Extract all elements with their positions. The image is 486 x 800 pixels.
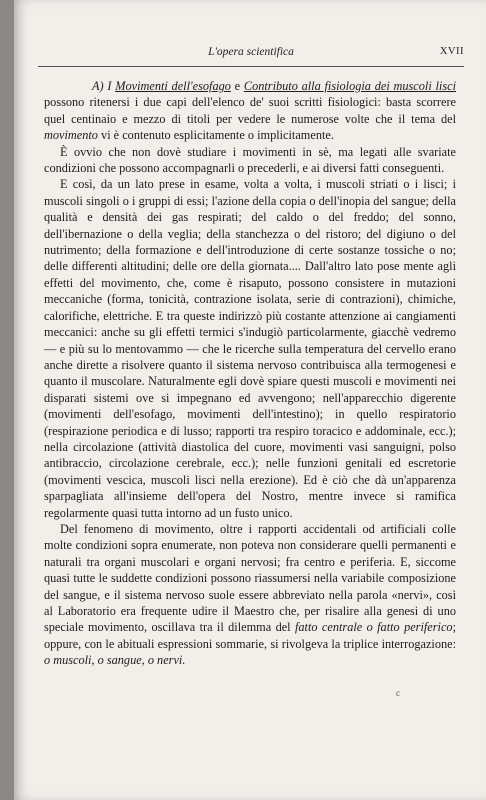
text-run: vi è contenuto esplicitamente o implicitamente.: [97, 128, 334, 143]
running-title: L'opera scientifica: [208, 46, 294, 58]
page-number: XVII: [439, 46, 464, 57]
emphasis-triple-question: o muscoli, o sangue, o nervi.: [44, 653, 186, 668]
book-page: [14, 0, 486, 800]
body-text: [44, 78, 456, 669]
text-run: ; oppure, con le abituali espressioni sommarie, si rivolgeva la triplice interrogazione:: [44, 620, 456, 651]
text-run: Del fenomeno di movimento, oltre i rapporti accidentali od artificiali colle molte condizioni sopra enumerate, non poteva non considerare quelli permanenti e naturali tra organi muscolari e organi nervosi; fra centro e periferia. E, siccome quasi tutte le suddette condizioni possono riassumersi nella variabile composizione del sangue, e il sistema nervoso suole essere abbreviato nella parola «nervi», così al Laboratorio era frequente udire il Maestro che, per risalire alla genesi di uno speciale movimento, oscillava tra il dilemma del: [44, 521, 456, 635]
title-contributo-fisiologia: Contributo alla fisiologia dei muscoli lisci: [243, 79, 456, 93]
running-header: [38, 46, 464, 64]
signature-mark: c: [396, 688, 400, 698]
paragraph-1: [44, 78, 456, 144]
emphasis-dilemma: fatto centrale o fatto periferico: [294, 620, 453, 635]
title-movimenti-esofago: Movimenti dell'esofago: [115, 79, 231, 93]
paragraph-3: E così, da un lato prese in esame, volta a volta, i muscoli striati o i lisci; i muscoli singoli o i gruppi di essi; l'azione della copia o dell'inopia del sangue; della qualità e densità dei gas respirati; del caldo o del freddo; del sonno, dell'ibernazione o della veglia; della stanchezza o del ristoro; del digiuno o del nutrimento; della formazione e dell'introduzione di certe sostanze tossiche o no; delle differenti altitudini; delle ore della giornata.... Dall'altro lato pose mente agli effetti del movimento, che, come è risaputo, possono consistere in mutazioni meccaniche (forma, tonicità, contrazione isolata, serie di contrazioni), chimiche, calorifiche, elettriche. E tra queste indirizzò più costante attenzione ai cangiamenti meccanici: anche su gli effetti termici s'indugiò particolarmente, giacchè vedremo — e più su lo mentovammo — che le ricerche sulla temperatura del cervello erano anche dirette a risolvere quanto il sistema nervoso contribuisca alla termogenesi e quanto il muscolare. Naturalmente egli dovè spiare questi muscoli e movimenti nei disparati sistemi ove si impegnano ed avvengono; nell'apparecchio digerente (movimenti dell'esofago, movimenti dell'intestino); in quello respiratorio (respirazione periodica e di lusso; rapporti tra respiro toracico e addominale, ecc.); nella circolazione (attività diastolica del cuore, movimenti vasi sanguigni, polso antibraccio, circolazione cerebrale, ecc.); nelle funzioni genitali ed escretorie (movimenti vescica, muscoli lisci nella erezione). Ed è ciò che dà un'apparenza sparpagliata all'insieme dell'opera del Nostro, mentre invece si ramifica regolarmente quasi tutta intorno ad un fusto unico.: [44, 177, 456, 520]
header-rule: [38, 66, 464, 67]
text-run: e: [230, 79, 244, 93]
paragraph-4: [44, 521, 456, 669]
emphasis-movimento: movimento: [44, 128, 98, 143]
section-letter: A) I: [92, 79, 116, 93]
text-run: possono ritenersi i due capi dell'elenco de' suoi scritti fisiologici: basta scorrere quel centinaio e mezzo di titoli per vedere le numerose volte che il tema del: [44, 95, 456, 126]
paragraph-2: È ovvio che non dovè studiare i movimenti in sè, ma legati alle svariate condizioni che possono accompagnarli o precederli, e ai diversi fatti conseguenti.: [44, 144, 456, 176]
